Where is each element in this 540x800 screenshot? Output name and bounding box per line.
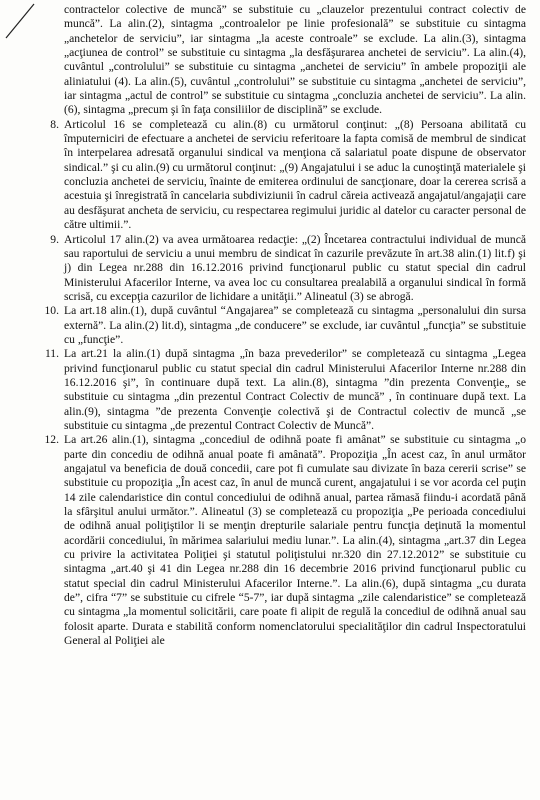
item-text: La art.21 la alin.(1) după sintagma „în baza prevederilor” se completează cu sintagma „Legea privind funcţionarul public cu statut special din cadrul Ministerului Afacerilor Interne nr.288 din 16.12.2016 şi”, în continuare după text. La alin.(8), sintagma ”din prezenta Convenţie„ se substituie cu sintagma „din prezentul Contract Colectiv de muncă” , în continuare după text. La alin.(9), sintagma ”de prezenta Convenţie colectivă şi de Contractul colectiv de muncă „se substituie cu sintagma „de prezentul Contract Colectiv de Muncă”. — [64, 347, 526, 432]
item-text: La art.26 alin.(1), sintagma „concediul de odihnă poate fi amânat” se substituie cu sintagma „o parte din concediu de odihnă anual poate fi amânată”. Propoziţia „În acest caz, în anul următor angajatul va beneficia de două concedii, care pot fi cumulate sau divizate în baza cererii scrise” se substituie cu propoziţia „În acest caz, în anul de muncă curent, angajatului i se vor acorda cel puţin 14 zile calendaristice din contul concediului de odihnă anual, partea rămasă fiindu-i acordată până la sfârşitul anului următor.”. Alineatul (3) se completează cu propoziţia „Pe perioada concediului de odihnă anual poliţiştilor li se menţin drepturile salariale pentru funcţia deţinută la momentul acordării concediului, în mărimea salariului mediu lunar.”. La alin.(4), sintagma „art.37 din Legea cu privire la activitatea Poliţiei şi statutul poliţistului nr.320 din 27.12.2012” se substituie cu sintagma „art.40 şi 41 din Legea nr.288 din 16 decembrie 2016 privind funcţionarul public cu statut special din cadrul Ministerului Afacerilor Interne.”. La alin.(6), după sintagma „cu durata de”, cifra “7” se substituie cu cifrele “5-7”, iar după sintagma „zile calendaristice” se completează cu sintagma „la momentul solicitării, care poate fi alipit de regulă la concediul de odihnă anual sau folosit aparte. Durata e stabilită conform nomenclatorului specialităţilor din cadrul Inspectoratului General al Poliţiei ale — [64, 433, 526, 648]
item-number: 11. — [44, 347, 59, 361]
item-text: Articolul 16 se completează cu alin.(8) cu următorul conţinut: „(8) Persoana abilitată cu împuterniciri de efectuare a anchetei de serviciu referitoare la fapta comisă de membrul de sindicat în interpelarea adresată organului sindical va menţiona că salariatul poate dispune de observator sindical.” şi cu alin.(9) cu următorul conţinut: „(9) Angajatului i se aduc la cunoştinţă materialele şi concluzia anchetei de serviciu, înainte de emiterea ordinului de sancţionare, doar la cererea scrisă a acestuia şi înregistrată în cancelaria subdiviziunii în cadrul căreia activează angajatul/angajaţii care au desfăşurat ancheta de serviciu, cu respectarea regimului juridic al datelor cu caracter personal de către ultimii.”. — [64, 117, 526, 232]
item-text: contractelor colective de muncă” se substituie cu „clauzelor prezentului contract colectiv de muncă”. La alin.(2), sintagma „controalelor pe linie profesională” se substituie cu sintagma „anchetelor de serviciu”, iar sintagma „la aceste controale” se exclude. La alin.(3), sintagma „acţiunea de control” se substituie cu sintagma „la desfăşurarea anchetei de serviciu”. La alin.(4), cuvântul „controlului” se substituie cu sintagma „anchetei de serviciu” în ambele propoziţii ale aliniatului (4). La alin.(5), cuvântul „controlului” se substituie cu sintagma „anchetei de serviciu”, iar sintagma „actul de control” se substituie cu sintagma „concluzia anchetei de serviciu”. La alin.(6), sintagma „precum şi în faţa consiliilor de disciplină” se exclude. — [64, 3, 526, 117]
list-item-10 — [8, 304, 526, 347]
document-text — [8, 3, 526, 648]
list-item-8 — [8, 118, 526, 233]
list-item-continuation — [8, 3, 526, 118]
item-text: Articolul 17 alin.(2) va avea următoarea redacţie: „(2) Încetarea contractului individual de muncă sau raportului de serviciu a unui membru de sindicat în cazurile prevăzute în art.38 alin.(1) lit.f) şi j) din Legea nr.288 din 16.12.2016 privind funcţionarul public cu statut special din cadrul Ministerului Afacerilor Interne, va avea loc cu consultarea prealabilă a organului sindical în formă scrisă, cu excepţia cazurilor de lichidare a unităţii.” Alineatul (3) se abrogă. — [64, 232, 526, 303]
item-text: La art.18 alin.(1), după cuvântul “Angajarea” se completează cu sintagma „personalului din sursa externă”. La alin.(2) lit.d), sintagma „de conducere” se exclude, iar cuvântul „funcţia” se substituie cu „funcţie”. — [64, 304, 526, 346]
list-item-9 — [8, 233, 526, 305]
item-number: 8. — [50, 117, 59, 131]
item-number: 10. — [44, 304, 59, 318]
item-number: 9. — [50, 232, 59, 246]
item-number: 12. — [44, 433, 59, 447]
list-item-11 — [8, 347, 526, 433]
item-number — [8, 3, 64, 118]
list-item-12 — [8, 433, 526, 648]
